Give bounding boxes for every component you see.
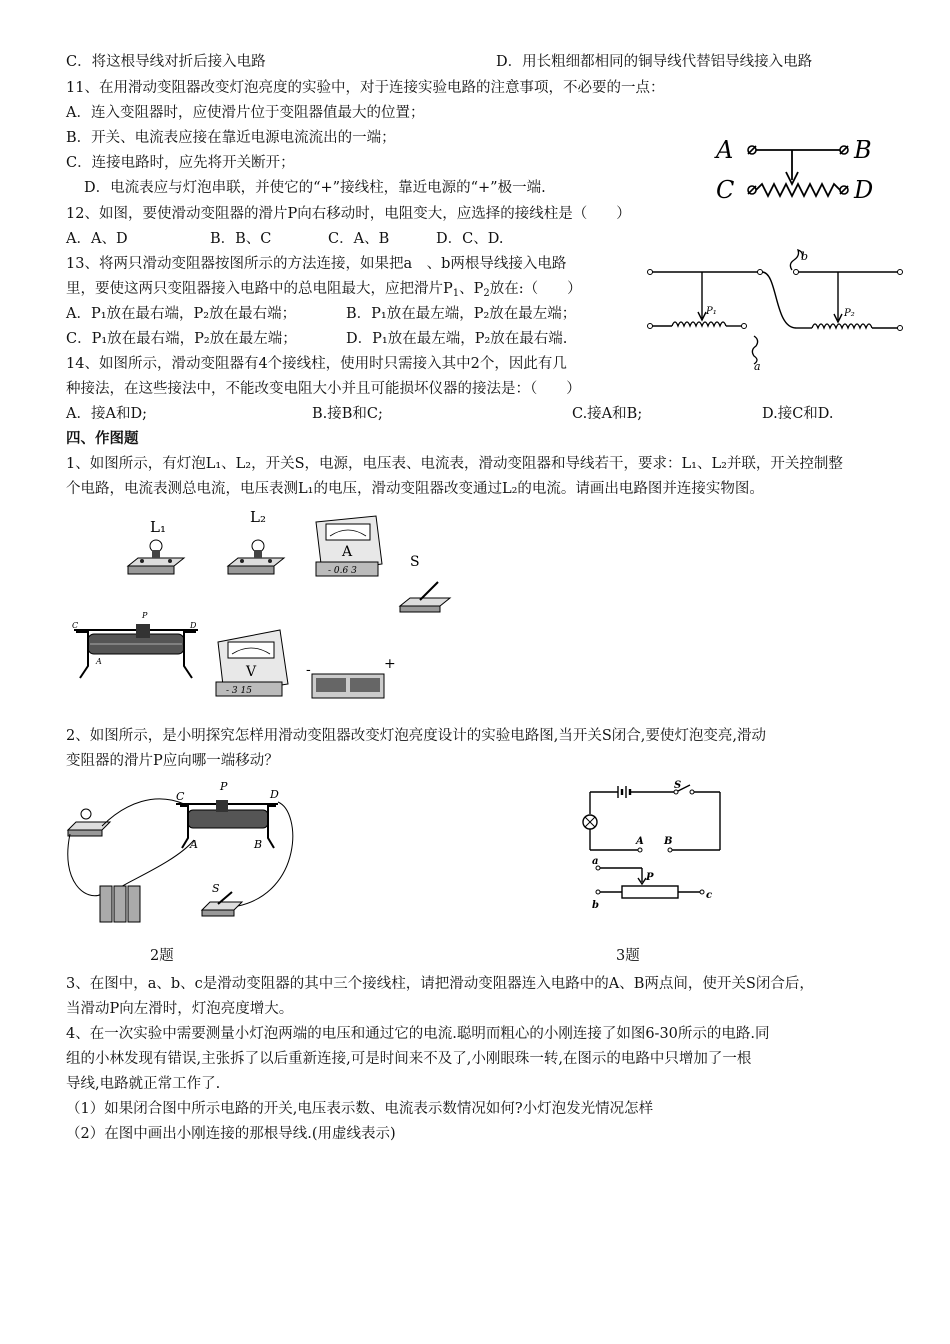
fig-label-d: D <box>270 788 279 801</box>
fig-label-l2: L₂ <box>250 508 266 526</box>
q10-option-c: C．将这根导线对折后接入电路 <box>66 54 266 70</box>
fig-label-b-lower: b <box>592 900 599 911</box>
d3-figure-caption: 3题 <box>616 948 640 964</box>
d2-line1: 2、如图所示，是小明探究怎样用滑动变阻器改变灯泡亮度设计的实验电路图,当开关S闭合,要使灯泡变亮,滑动 <box>66 728 766 744</box>
q13-option-c: C．P₁放在最右端，P₂放在最左端； <box>66 331 297 347</box>
d1-line2: 个电路，电流表测总电流，电压表测L₁的电压，滑动变阻器改变通过L₂的电流。请画出电路图并连接实物图。 <box>66 481 764 497</box>
d2-line2: 变阻器的滑片P应向哪一端移动？ <box>66 753 279 769</box>
fig-label-switch: S <box>410 554 420 570</box>
q12-option-c: C．A、B <box>328 231 390 247</box>
fig-label-a-lower: a <box>592 856 599 867</box>
fig-label-d: D <box>854 176 874 204</box>
fig-label-p: P <box>220 780 228 793</box>
q14-stem-line1: 14、如图所示，滑动变阻器有4个接线柱，使用时只需接入其中2个，因此有几 <box>66 356 567 372</box>
d3-line2: 当滑动P向左滑时，灯泡亮度增大。 <box>66 1001 294 1017</box>
fig-rheo-a: A <box>96 657 102 666</box>
d4-line3: 导线,电路就正常工作了. <box>66 1076 221 1092</box>
fig-label-c: c <box>706 890 713 901</box>
q10-option-d: D．用长粗细都相同的铜导线代替铝导线接入电路 <box>496 54 813 70</box>
q11-option-a: A．连入变阻器时，应使滑片位于变阻器值最大的位置； <box>66 105 425 121</box>
fig-label-s: S <box>212 882 220 895</box>
q11-option-c: C．连接电路时，应先将开关断开； <box>66 155 295 171</box>
q13-stem-line2: 里，要使这两只变阻器接入电路中的总电阻最大，应把滑片$P_1$、$P_2$放在:（ ） <box>66 281 582 299</box>
fig-ammeter-letter: A <box>342 544 353 560</box>
fig-rheo-c: C <box>72 621 79 630</box>
fig-label-b: B <box>254 838 263 851</box>
q11-option-b: B．开关、电流表应接在靠近电源电流流出的一端； <box>66 130 396 146</box>
q12-option-a: A．A、D <box>66 231 128 247</box>
section-title: 四、作图题 <box>66 430 139 447</box>
fig-label-p: P <box>646 872 654 883</box>
q12-stem: 12、如图，要使滑动变阻器的滑片P向右移动时，电阻变大，应选择的接线柱是（ ） <box>66 206 631 222</box>
fig-label-p2: P₂ <box>844 308 855 319</box>
d3-line1: 3、在图中，a、b、c是滑动变阻器的其中三个接线柱，请把滑动变阻器连入电路中的A、B两点间，使开关S闭合后， <box>66 976 814 992</box>
d4-line2: 组的小林发现有错误,主张拆了以后重新连接,可是时间来不及了,小刚眼珠一转,在图示的电路中只增加了一根 <box>66 1051 752 1067</box>
fig-label-a: A <box>636 836 644 847</box>
fig-ammeter-scale: - 0.6 3 <box>328 566 357 576</box>
d4-sub1: （1）如果闭合图中所示电路的开关,电压表示数、电流表示数情况如何?小灯泡发光情况怎样 <box>66 1101 654 1117</box>
d4-sub2: （2）在图中画出小刚连接的那根导线.(用虚线表示) <box>66 1126 396 1142</box>
fig-voltmeter-letter: V <box>246 664 257 680</box>
fig-rheo-d: D <box>190 621 197 630</box>
fig-rheo-p: P <box>142 611 148 620</box>
fig-label-a: a <box>754 360 761 373</box>
d3-schematic-figure <box>578 778 728 912</box>
q13-option-b: B．P₁放在最左端，P₂放在最左端； <box>346 306 577 322</box>
fig-label-c: C <box>716 176 735 204</box>
q13-stem-line1: 13、将两只滑动变阻器按图所示的方法连接，如果把a 、b两根导线接入电路 <box>66 256 567 272</box>
fig-label-l1: L₁ <box>150 518 166 536</box>
q14-option-c: C.接A和B; <box>572 406 643 422</box>
q14-stem-line2: 种接法，在这些接法中，不能改变电阻大小并且可能损坏仪器的接法是：（ ） <box>66 381 581 397</box>
q14-option-d: D.接C和D. <box>762 406 834 422</box>
d2-figure-caption: 2题 <box>150 948 174 964</box>
fig-battery-plus: + <box>384 656 396 672</box>
fig-label-b: B <box>664 836 673 847</box>
fig-label-s: S <box>674 780 682 791</box>
d1-components-figure <box>66 506 420 706</box>
q11-option-d: D．电流表应与灯泡串联，并使它的“+”接线柱，靠近电源的“+”极一端. <box>84 180 546 196</box>
fig-voltmeter-scale: - 3 15 <box>226 686 252 696</box>
d2-circuit-figure <box>66 782 306 932</box>
d4-line1: 4、在一次实验中需要测量小灯泡两端的电压和通过它的电流.聪明而粗心的小刚连接了如图6-30所示的电路.同 <box>66 1026 770 1042</box>
d1-line1: 1、如图所示，有灯泡L₁、L₂，开关S，电源，电压表、电流表，滑动变阻器和导线若干，要求：L₁、L₂并联，开关控制整 <box>66 456 843 472</box>
fig-label-p1: P₁ <box>706 306 717 317</box>
q11-stem: 11、在用滑动变阻器改变灯泡亮度的实验中，对于连接实验电路的注意事项，不必要的一点： <box>66 80 665 96</box>
fig-battery-minus: - <box>306 662 311 678</box>
fig-label-c: C <box>176 790 185 803</box>
fig-label-a: A <box>190 838 198 851</box>
q14-option-a: A．接A和D; <box>66 406 147 422</box>
fig-label-b: b <box>801 250 809 263</box>
q13-option-a: A．P₁放在最右端，P₂放在最右端； <box>66 306 297 322</box>
q12-option-d: D．C、D. <box>436 231 504 247</box>
q12-option-b: B．B、C <box>210 231 272 247</box>
q13-two-rheostats-figure <box>646 248 908 374</box>
fig-label-a: A <box>716 136 734 164</box>
q13-option-d: D．P₁放在最左端，P₂放在最右端. <box>346 331 568 347</box>
q14-option-b: B.接B和C; <box>312 406 383 422</box>
q12-rheostat-figure <box>712 132 887 212</box>
fig-label-b: B <box>854 136 872 164</box>
